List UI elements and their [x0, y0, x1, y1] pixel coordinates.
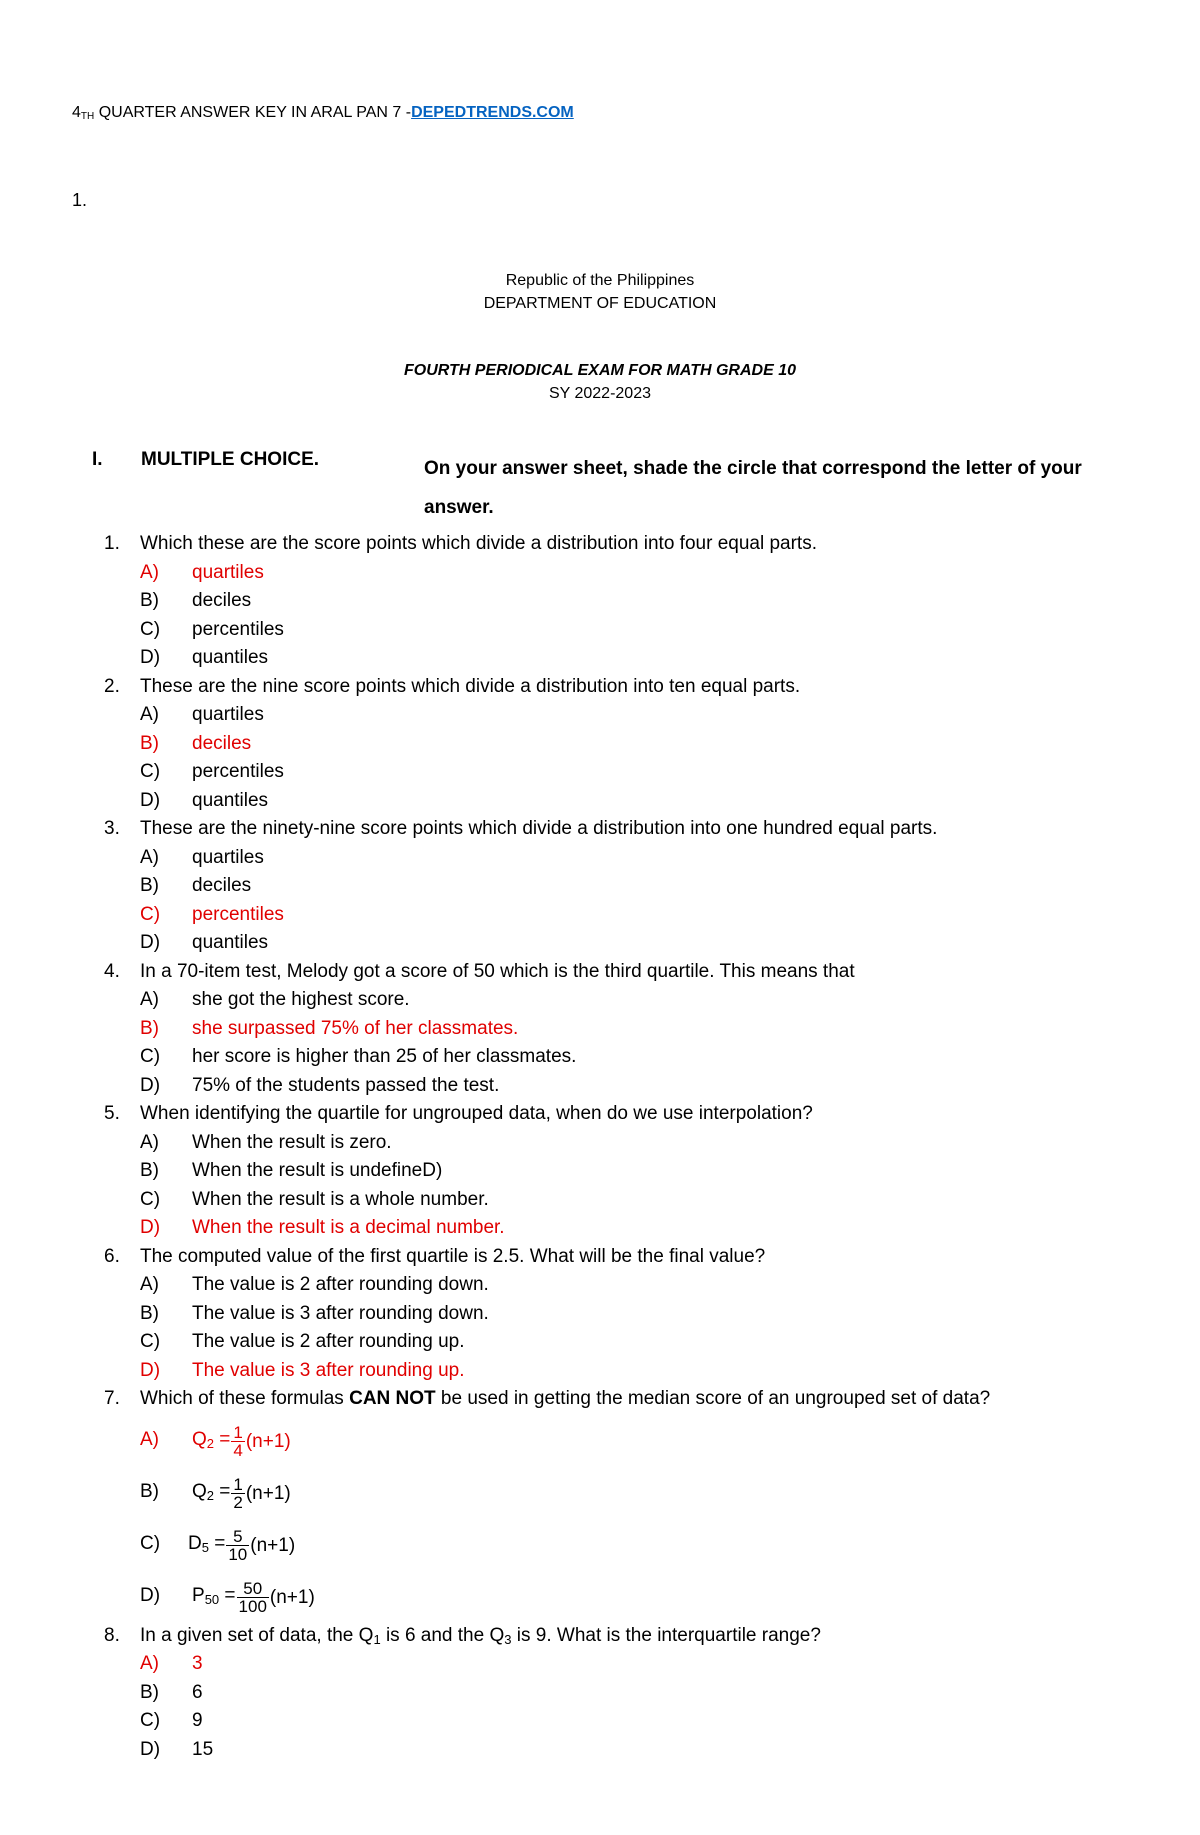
- option-letter: C): [140, 618, 161, 640]
- option-letter: C): [140, 1046, 161, 1067]
- option-c: [104, 1186, 1164, 1215]
- depedtrends-link[interactable]: DEPEDTRENDS.COM: [411, 104, 574, 121]
- fraction-denominator: 10: [228, 1545, 248, 1564]
- question-number: 6.: [104, 1245, 120, 1267]
- option-letter: D): [140, 647, 161, 668]
- question-number: 3.: [104, 818, 120, 839]
- option-d: [104, 644, 1164, 673]
- exam-title: FOURTH PERIODICAL EXAM FOR MATH GRADE 10: [403, 362, 797, 379]
- school-year: SY 2022-2023: [548, 385, 651, 402]
- question-6: [104, 1243, 1164, 1272]
- formula-tail: (n+1): [250, 1534, 296, 1556]
- option-a: [104, 701, 1164, 730]
- option-d: [104, 1072, 1164, 1101]
- formula-symbol: Q: [192, 1480, 207, 1502]
- option-text: deciles: [192, 732, 252, 754]
- option-b: [104, 587, 1164, 616]
- option-text: percentiles: [192, 903, 284, 925]
- option-text: percentiles: [192, 761, 284, 782]
- option-letter: C): [140, 1331, 161, 1352]
- option-d: [104, 929, 1164, 958]
- option-text: 75% of the students passed the test.: [192, 1074, 500, 1096]
- option-letter: A): [140, 989, 159, 1010]
- option-d: [104, 1736, 1164, 1765]
- option-c: [104, 1707, 1164, 1736]
- option-letter: D): [140, 1217, 161, 1238]
- question-text: When identifying the quartile for ungrouped data, when do we use interpolation?: [140, 1103, 813, 1124]
- option-letter: A): [140, 1274, 159, 1295]
- option-letter: C): [140, 1532, 161, 1554]
- option-letter: A): [140, 1653, 159, 1674]
- option-letter: D): [140, 1074, 161, 1096]
- formula-symbol: Q: [192, 1428, 207, 1450]
- question-text-end: be used in getting the median score of an ungrouped set of data?: [435, 1388, 991, 1409]
- formula-tail: (n+1): [245, 1430, 291, 1452]
- option-letter: B): [140, 1302, 159, 1324]
- q-subscript: 3: [504, 1631, 512, 1647]
- option-text: When the result is zero.: [192, 1131, 392, 1153]
- option-a: [104, 844, 1164, 873]
- formula-option-b: [104, 1466, 1164, 1518]
- option-letter: A): [140, 846, 159, 868]
- option-text: The value is 2 after rounding down.: [192, 1274, 489, 1295]
- fraction-denominator: 2: [233, 1493, 243, 1512]
- question-text: These are the ninety-nine score points which divide a distribution into one hundred equal parts.: [140, 818, 938, 839]
- option-text: she surpassed 75% of her classmates.: [192, 1017, 519, 1039]
- question-1: [104, 530, 1164, 559]
- option-b: [104, 1015, 1164, 1044]
- option-formula: $P_{50}$ = $\frac{50}{100}$ (n+1): [192, 1570, 315, 1626]
- option-text: The value is 2 after rounding up.: [192, 1331, 465, 1352]
- option-text: quantiles: [192, 932, 269, 953]
- option-text: she got the highest score.: [192, 989, 410, 1010]
- formula-option-c: [104, 1518, 1164, 1570]
- option-text: quartiles: [192, 561, 264, 583]
- option-formula: $D_5$ = $\frac{5}{10}$ (n+1): [188, 1518, 295, 1574]
- option-letter: D): [140, 1359, 161, 1381]
- fraction: [226, 1528, 249, 1563]
- option-text: deciles: [192, 875, 252, 896]
- fraction-numerator: 1: [233, 1475, 243, 1494]
- option-letter: B): [140, 1160, 159, 1181]
- option-b: [104, 1300, 1164, 1329]
- option-letter: A): [140, 1428, 159, 1450]
- option-text: percentiles: [192, 618, 284, 640]
- option-c: [104, 1043, 1164, 1072]
- fraction-numerator: 50: [243, 1579, 263, 1598]
- formula-symbol: P: [192, 1584, 205, 1606]
- option-c: [104, 758, 1164, 787]
- option-a: [104, 1650, 1164, 1679]
- question-text: The computed value of the first quartile is 2.5. What will be the final value?: [140, 1245, 766, 1267]
- formula-subscript: 50: [204, 1591, 220, 1607]
- question-2: [104, 673, 1164, 702]
- option-a: [104, 1129, 1164, 1158]
- quarter-number: 4: [72, 104, 81, 121]
- fraction: [231, 1424, 244, 1459]
- option-formula: $Q_2$ = $\frac{1}{4}$ (n+1): [192, 1414, 291, 1470]
- option-text: The value is 3 after rounding up.: [192, 1359, 465, 1381]
- option-text: 6: [192, 1681, 203, 1703]
- page-header: [72, 104, 574, 122]
- question-list: [104, 530, 1164, 1764]
- formula-option-a: [104, 1414, 1164, 1466]
- option-c: [104, 616, 1164, 645]
- option-text: When the result is undefineD): [192, 1160, 443, 1181]
- formula-symbol: D: [188, 1532, 202, 1554]
- option-formula: $Q_2$ = $\frac{1}{2}$ (n+1): [192, 1466, 291, 1522]
- question-4: [104, 958, 1164, 987]
- option-text: quartiles: [192, 704, 264, 725]
- republic-heading: Republic of the Philippines: [505, 272, 695, 289]
- question-5: [104, 1100, 1164, 1129]
- formula-subscript: 2: [206, 1435, 215, 1451]
- question-text-part: In a given set of data, the Q: [140, 1624, 374, 1646]
- question-text: Which these are the score points which divide a distribution into four equal parts.: [140, 533, 817, 554]
- option-a: [104, 986, 1164, 1015]
- option-letter: D): [140, 1738, 161, 1760]
- option-b: [104, 872, 1164, 901]
- question-emphasis: CAN NOT: [349, 1388, 436, 1409]
- question-text: In a 70-item test, Melody got a score of 50 which is the third quartile. This means that: [140, 960, 855, 982]
- option-text: 9: [192, 1710, 203, 1731]
- formula-option-d: [104, 1570, 1164, 1622]
- option-letter: D): [140, 1584, 161, 1606]
- formula-tail: (n+1): [269, 1586, 315, 1608]
- question-number: 7.: [104, 1388, 120, 1409]
- section-title: MULTIPLE CHOICE.: [141, 449, 320, 470]
- option-letter: B): [140, 1681, 159, 1703]
- option-a: [104, 559, 1164, 588]
- option-text: quantiles: [192, 647, 269, 668]
- option-letter: B): [140, 1017, 159, 1039]
- section-number: I.: [92, 449, 103, 470]
- question-text-part: is 6 and the Q: [380, 1624, 505, 1646]
- fraction-denominator: 100: [238, 1597, 267, 1616]
- option-letter: A): [140, 561, 159, 583]
- header-title: QUARTER ANSWER KEY IN ARAL PAN 7 -: [94, 104, 412, 121]
- option-letter: C): [140, 761, 161, 782]
- option-text: her score is higher than 25 of her classmates.: [192, 1046, 577, 1067]
- option-letter: C): [140, 1188, 161, 1210]
- formula-tail: (n+1): [245, 1482, 291, 1504]
- question-number: 4.: [104, 960, 120, 982]
- option-b: [104, 1679, 1164, 1708]
- option-letter: A): [140, 704, 159, 725]
- fraction-numerator: 1: [233, 1423, 243, 1442]
- formula-subscript: 2: [206, 1487, 215, 1503]
- quarter-suffix: TH: [80, 111, 95, 122]
- option-text: The value is 3 after rounding down.: [192, 1302, 489, 1324]
- option-letter: B): [140, 732, 159, 754]
- question-text-part: is 9. What is the interquartile range?: [511, 1624, 821, 1646]
- formula-subscript: 5: [201, 1539, 209, 1555]
- question-text-start: Which of these formulas: [140, 1388, 350, 1409]
- fraction: [237, 1580, 269, 1615]
- option-b: [104, 730, 1164, 759]
- option-letter: B): [140, 1480, 159, 1502]
- fraction-denominator: 4: [233, 1441, 243, 1460]
- fraction: [231, 1476, 244, 1511]
- question-number: 5.: [104, 1103, 120, 1124]
- option-d: [104, 1357, 1164, 1386]
- option-text: When the result is a decimal number.: [192, 1217, 505, 1238]
- option-letter: D): [140, 789, 161, 811]
- option-letter: A): [140, 1131, 159, 1153]
- option-text: deciles: [192, 590, 252, 611]
- question-8: [104, 1622, 1164, 1651]
- question-number: 8.: [104, 1624, 120, 1646]
- option-text: 15: [192, 1738, 214, 1760]
- option-b: [104, 1157, 1164, 1186]
- item-number: 1.: [72, 190, 88, 210]
- option-d: [104, 1214, 1164, 1243]
- fraction-numerator: 5: [233, 1527, 243, 1546]
- option-text: 3: [192, 1653, 203, 1674]
- option-letter: C): [140, 1710, 161, 1731]
- option-letter: D): [140, 932, 161, 953]
- option-letter: C): [140, 903, 161, 925]
- option-d: [104, 787, 1164, 816]
- option-text: quartiles: [192, 846, 264, 868]
- option-c: [104, 1328, 1164, 1357]
- question-3: [104, 815, 1164, 844]
- option-a: [104, 1271, 1164, 1300]
- question-number: 2.: [104, 675, 120, 697]
- question-7: [104, 1385, 1164, 1414]
- option-letter: B): [140, 590, 159, 611]
- question-number: 1.: [104, 533, 120, 554]
- option-text: quantiles: [192, 789, 269, 811]
- option-c: [104, 901, 1164, 930]
- section-instructions: On your answer sheet, shade the circle that correspond the letter of your answer.: [424, 458, 1082, 518]
- question-text: These are the nine score points which divide a distribution into ten equal parts.: [140, 675, 801, 697]
- q-subscript: 1: [373, 1631, 381, 1647]
- option-text: When the result is a whole number.: [192, 1188, 489, 1210]
- option-letter: B): [140, 875, 159, 896]
- question-text: [140, 1385, 990, 1414]
- department-heading: DEPARTMENT OF EDUCATION: [483, 295, 717, 312]
